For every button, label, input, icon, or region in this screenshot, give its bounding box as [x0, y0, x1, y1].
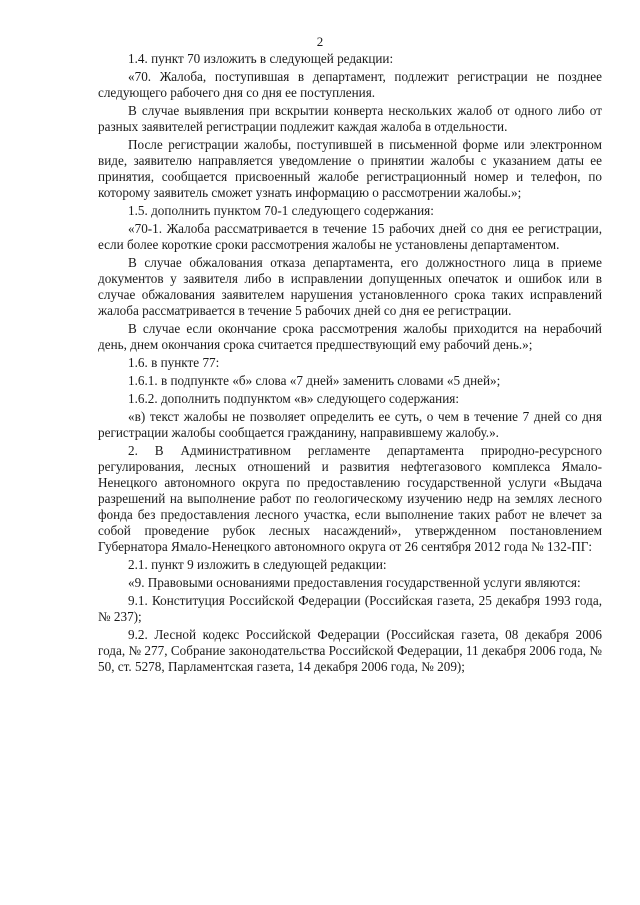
paragraph: «70-1. Жалоба рассматривается в течение 15 рабочих дней со дня ее регистрации, если более короткие сроки рассмотрения жалобы не установлены департаментом. — [98, 221, 602, 252]
paragraph: 1.6.2. дополнить подпунктом «в» следующего содержания: — [128, 391, 460, 406]
paragraph: 1.4. пункт 70 изложить в следующей редакции: — [128, 51, 394, 66]
document-body — [98, 51, 602, 677]
paragraph: 1.5. дополнить пунктом 70-1 следующего содержания: — [128, 203, 434, 218]
paragraph: 1.6. в пункте 77: — [128, 355, 220, 370]
paragraph: 9.1. Конституция Российской Федерации (Российская газета, 25 декабря 1993 года, № 237); — [98, 593, 602, 624]
paragraph: В случае выявления при вскрытии конверта нескольких жалоб от одного либо от разных заявителей регистрации подлежит каждая жалоба в отдельности. — [98, 103, 602, 134]
paragraph: В случае если окончание срока рассмотрения жалобы приходится на нерабочий день, днем окончания срока считается предшествующий ему рабочий день.»; — [98, 321, 602, 352]
page-number: 2 — [316, 34, 324, 49]
paragraph: 2. В Административном регламенте департамента природно-ресурсного регулирования, лесных отношений и развития нефтегазового комплекса Ямало-Ненецкого автономного округа по предоставлению государственной услуги «Выдача разрешений на выполнение работ по геологическому изучению недр на землях лесного фонда без предоставления лесного участка, если выполнение таких работ не влечет за собой проведение рубок лесных насаждений», утвержденном постановлением Губернатора Ямало-Ненецкого автономного округа от 26 сентября 2012 года № 132-ПГ: — [98, 443, 602, 554]
paragraph: «в) текст жалобы не позволяет определить ее суть, о чем в течение 7 дней со дня регистрации жалобы сообщается гражданину, направившему жалобу.». — [98, 409, 602, 440]
paragraph: 1.6.1. в подпункте «б» слова «7 дней» заменить словами «5 дней»; — [128, 373, 501, 388]
paragraph: «70. Жалоба, поступившая в департамент, подлежит регистрации не позднее следующего рабочего дня со дня ее поступления. — [98, 69, 602, 100]
paragraph: После регистрации жалобы, поступившей в письменной форме или электронном виде, заявителю направляется уведомление о принятии жалобы с указанием даты ее принятия, сообщается присвоенный жалобе регистрационный номер и телефон, по которому заявитель сможет узнать информацию о рассмотрении жалобы.»; — [98, 137, 602, 200]
paragraph: «9. Правовыми основаниями предоставления государственной услуги являются: — [128, 575, 581, 590]
paragraph: 9.2. Лесной кодекс Российской Федерации (Российская газета, 08 декабря 2006 года, № 277, Собрание законодательства Российской Федерации, 11 декабря 2006 года, № 50, ст. 5278, Парламентская газета, 14 декабря 2006 года, № 209); — [98, 627, 602, 674]
paragraph: 2.1. пункт 9 изложить в следующей редакции: — [128, 557, 387, 572]
paragraph: В случае обжалования отказа департамента, его должностного лица в приеме документов у заявителя либо в исправлении допущенных опечаток и ошибок или в случае обжалования заявителем нарушения установленного срока таких исправлений жалоба рассматривается в течение 5 рабочих дней со дня ее регистрации. — [98, 255, 602, 318]
